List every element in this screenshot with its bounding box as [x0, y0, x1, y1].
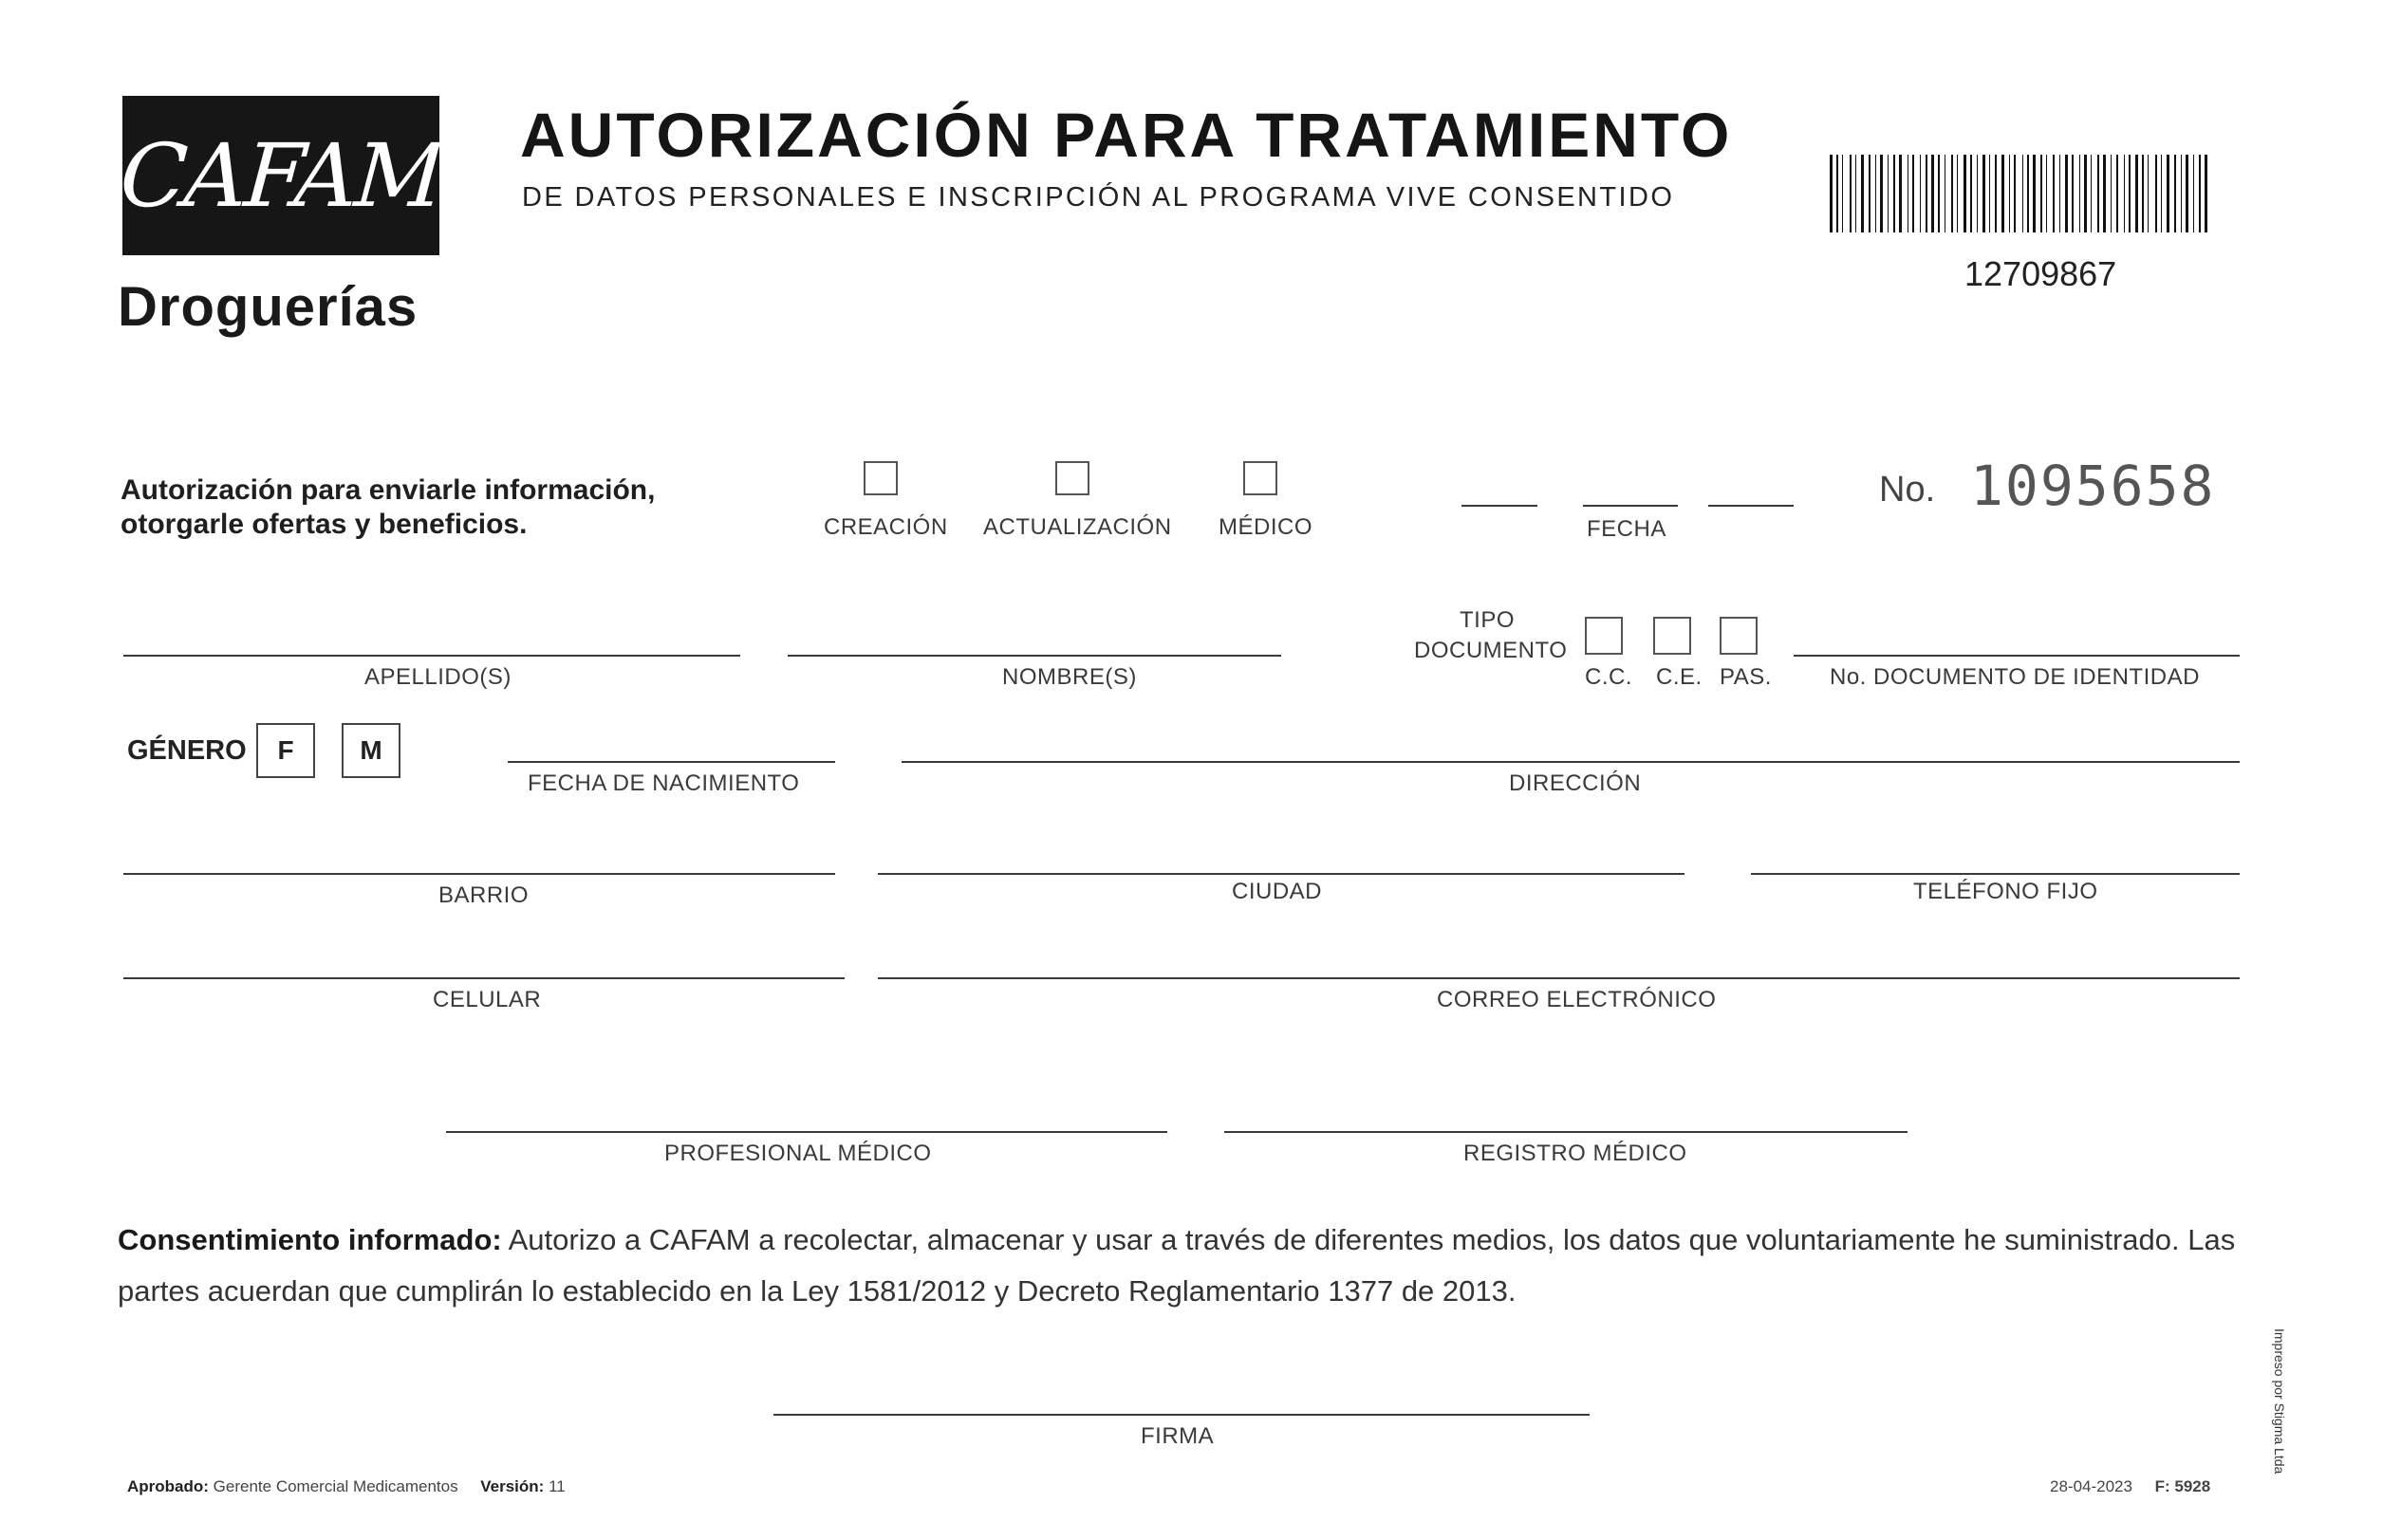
barcode-bar: [1970, 155, 1972, 232]
actualizacion-checkbox[interactable]: [1055, 461, 1089, 495]
barcode-bar: [2124, 155, 2125, 232]
printer-credit: Impreso por Stigma Ltda: [2272, 1328, 2287, 1475]
nombres-line[interactable]: [788, 655, 1281, 657]
barcode-bar: [1855, 155, 1856, 232]
genero-label: GÉNERO: [127, 735, 247, 766]
barcode-bar: [2009, 155, 2010, 232]
medico-label: MÉDICO: [1219, 514, 1312, 540]
firma-line[interactable]: [773, 1414, 1590, 1416]
barcode-bar: [2161, 155, 2162, 232]
barcode-bar: [2053, 155, 2055, 232]
barcode-bar: [2155, 155, 2157, 232]
barcode-bar: [1989, 155, 1990, 232]
barcode-bar: [2022, 155, 2023, 232]
barcode-bar: [1880, 155, 1883, 232]
aprobado-label: Aprobado:: [127, 1477, 209, 1495]
barcode-bar: [1964, 155, 1966, 232]
tipo-documento-label-1: TIPO: [1460, 607, 1516, 633]
ce-label: C.E.: [1656, 664, 1703, 690]
aprobado-value: Gerente Comercial Medicamentos: [213, 1477, 458, 1495]
creacion-label: CREACIÓN: [824, 514, 948, 540]
barcode-bar: [2148, 155, 2149, 232]
barcode-bar: [2079, 155, 2080, 232]
genero-m-label: M: [360, 735, 382, 765]
celular-label: CELULAR: [433, 987, 542, 1012]
barcode-bar: [1836, 155, 1838, 232]
document-subtitle: DE DATOS PERSONALES E INSCRIPCIÓN AL PROGRAMA VIVE CONSENTIDO: [522, 182, 1675, 213]
footer-date: 28-04-2023: [2050, 1477, 2132, 1495]
fecha-nacimiento-label: FECHA DE NACIMIENTO: [528, 770, 800, 796]
fecha-year-line[interactable]: [1708, 505, 1794, 507]
barcode-bar: [2199, 155, 2201, 232]
direccion-line[interactable]: [902, 761, 2240, 763]
barcode-bar: [1977, 155, 1978, 232]
correo-electronico-line[interactable]: [878, 977, 2240, 979]
barcode-bar: [1842, 155, 1843, 232]
barcode-bar: [1899, 155, 1902, 232]
apellidos-line[interactable]: [123, 655, 740, 657]
tipo-documento-label-2: DOCUMENTO: [1414, 638, 1568, 663]
barcode-bar: [2040, 155, 2042, 232]
profesional-medico-label: PROFESIONAL MÉDICO: [664, 1141, 932, 1166]
consent-paragraph: [118, 1215, 2243, 1317]
pas-label: PAS.: [1720, 664, 1772, 690]
barcode-bar: [1893, 155, 1895, 232]
fecha-label: FECHA: [1587, 516, 1666, 542]
logo-text: CAFAM: [117, 124, 445, 227]
profesional-medico-line[interactable]: [446, 1131, 1167, 1133]
barcode-bar: [1951, 155, 1953, 232]
barcode-bar: [2142, 155, 2144, 232]
ce-checkbox[interactable]: [1653, 617, 1691, 655]
registro-medico-label: REGISTRO MÉDICO: [1463, 1141, 1687, 1166]
consent-body: Autorizo a CAFAM a recolectar, almacenar y usar a través de diferentes medios, los datos que voluntariamente he suministrado. Las partes acuerdan que cumplirán lo establecido en la Ley 1581/2012 y Decreto Reglamentario 1377 de 2013.: [118, 1223, 2236, 1308]
apellidos-label: APELLIDO(S): [364, 664, 512, 690]
footer-code: F: 5928: [2154, 1477, 2211, 1495]
footer-date-code: [2050, 1477, 2210, 1496]
barcode-bar: [2046, 155, 2047, 232]
ciudad-label: CIUDAD: [1232, 879, 1323, 904]
creacion-checkbox[interactable]: [864, 461, 898, 495]
barcode-bar: [2135, 155, 2138, 232]
actualizacion-label: ACTUALIZACIÓN: [983, 514, 1172, 540]
barcode-bar: [2027, 155, 2029, 232]
barcode-bar: [1861, 155, 1864, 232]
folio-number: 1095658: [1970, 454, 2216, 518]
genero-m-box[interactable]: [342, 723, 400, 778]
medico-checkbox[interactable]: [1243, 461, 1277, 495]
barcode-bar: [2111, 155, 2112, 232]
consent-title: Consentimiento informado:: [118, 1223, 502, 1256]
document-title: AUTORIZACIÓN PARA TRATAMIENTO: [520, 100, 1733, 170]
barcode-number: 12709867: [1964, 254, 2117, 293]
barcode-bar: [1920, 155, 1921, 232]
genero-f-label: F: [277, 735, 294, 765]
barcode-bar: [1830, 155, 1833, 232]
barcode-bar: [1869, 155, 1871, 232]
barcode-bar: [1995, 155, 1997, 232]
barcode-bar: [1931, 155, 1934, 232]
barcode-bar: [1982, 155, 1985, 232]
brand-subtitle: Droguerías: [118, 276, 419, 338]
barcode-bar: [1912, 155, 1914, 232]
barcode-bar: [2181, 155, 2182, 232]
folio-prefix: No.: [1879, 470, 1936, 510]
barcode-bar: [2167, 155, 2169, 232]
fecha-day-line[interactable]: [1461, 505, 1537, 507]
barcode-bar: [2091, 155, 2092, 232]
cc-checkbox[interactable]: [1585, 617, 1623, 655]
barcode-bar: [2205, 155, 2207, 232]
barcode-bar: [2065, 155, 2068, 232]
barcode-bar: [2097, 155, 2099, 232]
genero-f-box[interactable]: [256, 723, 315, 778]
barrio-label: BARRIO: [438, 882, 530, 908]
pas-checkbox[interactable]: [1720, 617, 1758, 655]
telefono-fijo-label: TELÉFONO FIJO: [1913, 879, 2098, 904]
telefono-fijo-line[interactable]: [1751, 873, 2240, 875]
footer-approval: [127, 1477, 566, 1496]
barcode-bar: [2001, 155, 2004, 232]
barcode-bar: [2059, 155, 2060, 232]
ciudad-line[interactable]: [878, 873, 1684, 875]
nombres-label: NOMBRE(S): [1002, 664, 1137, 690]
cafam-logo: [117, 96, 445, 255]
barcode-bar: [2186, 155, 2188, 232]
barcode-bar: [2193, 155, 2194, 232]
version-value: 11: [549, 1477, 566, 1495]
no-documento-line[interactable]: [1794, 655, 2240, 657]
barcode-bar: [2033, 155, 2036, 232]
firma-label: FIRMA: [1141, 1423, 1215, 1449]
barcode-bar: [2174, 155, 2176, 232]
barcode-bar: [1875, 155, 1876, 232]
registro-medico-line[interactable]: [1224, 1131, 1908, 1133]
version-label: Versión:: [480, 1477, 545, 1495]
authorization-heading-line1: Autorización para enviarle información,: [121, 474, 656, 506]
barcode-bar: [2084, 155, 2087, 232]
fecha-nacimiento-line[interactable]: [508, 761, 835, 763]
barcode-bar: [2116, 155, 2118, 232]
barcode-bar: [1850, 155, 1852, 232]
barcode-bar: [1888, 155, 1889, 232]
barcode-bar: [2072, 155, 2074, 232]
celular-line[interactable]: [123, 977, 845, 979]
barcode-bar: [2014, 155, 2016, 232]
barcode-bar: [1926, 155, 1927, 232]
barcode: [1830, 155, 2209, 232]
barcode-bar: [1957, 155, 1958, 232]
barcode-bar: [2129, 155, 2131, 232]
direccion-label: DIRECCIÓN: [1509, 770, 1642, 796]
barcode-bar: [1938, 155, 1940, 232]
barcode-bar: [2103, 155, 2106, 232]
no-documento-label: No. DOCUMENTO DE IDENTIDAD: [1830, 664, 2200, 690]
barrio-line[interactable]: [123, 873, 835, 875]
authorization-heading-line2: otorgarle ofertas y beneficios.: [121, 509, 528, 540]
fecha-month-line[interactable]: [1583, 505, 1678, 507]
correo-electronico-label: CORREO ELECTRÓNICO: [1437, 987, 1717, 1012]
cc-label: C.C.: [1585, 664, 1632, 690]
